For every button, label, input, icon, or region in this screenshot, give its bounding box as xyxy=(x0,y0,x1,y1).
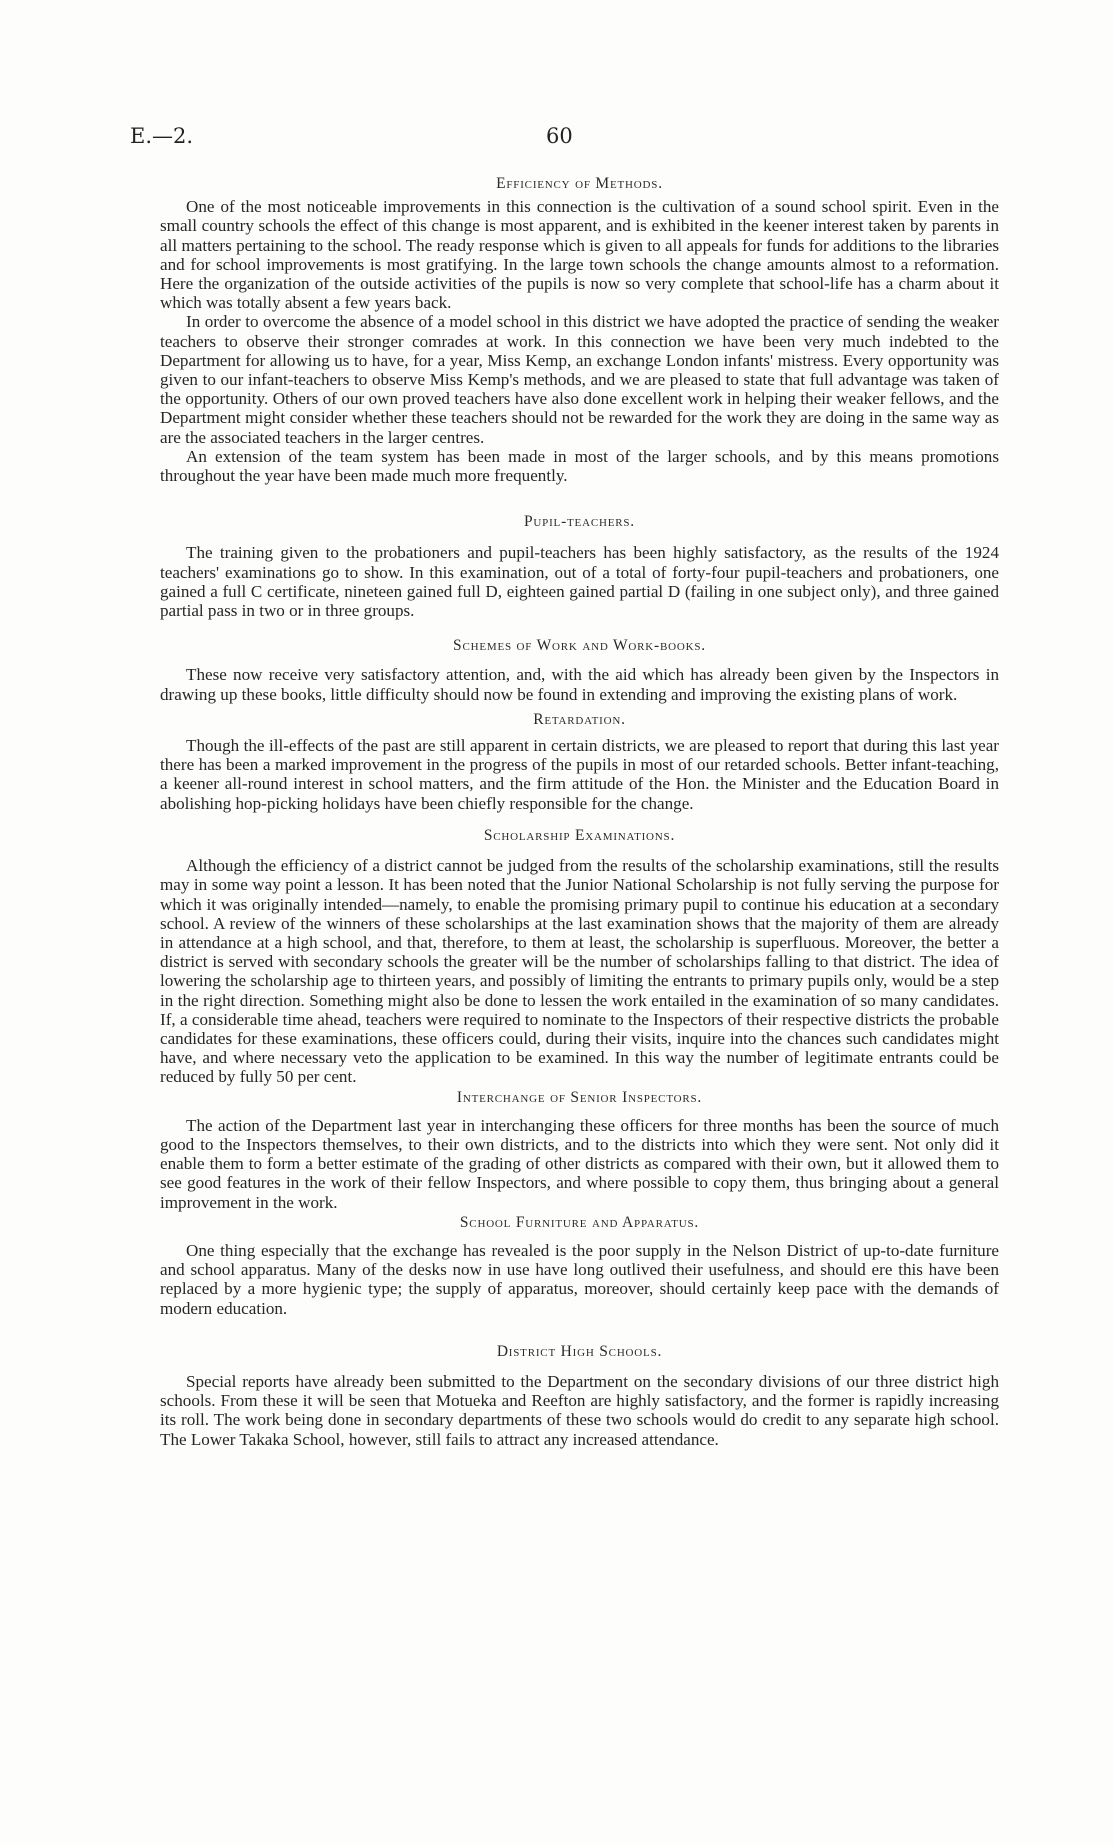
section-heading-efficiency-of-methods: Efficiency of Methods. xyxy=(496,175,663,192)
section-heading-interchange-of-inspectors: Interchange of Senior Inspectors. xyxy=(456,1088,703,1106)
section-heading-scholarship-examinations: Scholarship Examinations. xyxy=(483,826,676,844)
paragraph: Special reports have already been submitted to the Department on the secondary divisions of our three district high schools. From these it will be seen that Motueka and Reefton are highly satisfactory, and the former is rapidly increasing its roll. The work being done in secondary departments of these two schools would do credit to any separate high school. The Lower Takaka School, however, still fails to attract any increased attendance. xyxy=(160,1371,999,1449)
paragraph: Although the efficiency of a district cannot be judged from the results of the scholarship examinations, still the results may in some way point a lesson. It has been noted that the Junior National Scholarship is not fully serving the purpose for which it was originally intended—namely, to enable the promising primary pupil to continue his education at a secondary school. A review of the winners of these scholarships at the last examination shows that the majority of them are already in attendance at a high school, and that, therefore, to them at least, the scholarship is superfluous. Moreover, the better a district is served with secondary schools the greater will be the number of scholarships falling to that district. The idea of lowering the scholarship age to thirteen years, and possibly of limiting the entrants to primary pupils only, would be a step in the right direction. Something might also be done to lessen the work entailed in the examination of so many candidates. If, a considerable time ahead, teachers were required to nominate to the Inspectors of their respective districts the probable candidates for these examinations, these officers could, during their visits, inquire into the chances such candidates might have, and where necessary veto the application to be examined. In this way the number of legitimate entrants could be reduced by fully 50 per cent. xyxy=(160,856,999,1087)
paragraph: The training given to the probationers and pupil-teachers has been highly satisfactory, as the results of the 1924 teachers' examinations go to show. In this examination, out of a total of forty-four pupil-teachers and probationers, one gained a full C certificate, nineteen gained full D, eighteen gained partial D (failing in one subject only), and three gained partial pass in two or in three groups. xyxy=(160,543,999,621)
section-heading-school-furniture: School Furniture and Apparatus. xyxy=(459,1213,700,1231)
paragraph: One thing especially that the exchange has revealed is the poor supply in the Nelson District of up-to-date furniture and school apparatus. Many of the desks now in use have long outlived their usefulness, and should ere this have been replaced by a more hygienic type; the supply of apparatus, moreover, should certainly keep pace with the demands of modern education. xyxy=(160,1240,999,1318)
paragraph: One of the most noticeable improvements in this connection is the cultivation of a sound school spirit. Even in the small country schools the effect of this change is most apparent, and is exhibited in the keener interest taken by parents in all matters pertaining to the school. The ready response which is given to all appeals for funds for additions to the libraries and for school improvements is most gratifying. In the large town schools the change amounts almost to a reformation. Here the organization of the outside activities of the pupils is now so very complete that school-life has a charm about it which was totally absent a few years back. xyxy=(160,197,999,313)
section-heading-pupil-teachers: Pupil-teachers. xyxy=(524,513,635,531)
section-heading-district-high-schools: District High Schools. xyxy=(496,1342,663,1360)
paragraph: Though the ill-effects of the past are still apparent in certain districts, we are pleased to report that during this last year there has been a marked improvement in the progress of the pupils in most of our retarded schools. Better infant-teaching, a keener all-round interest in school matters, and the firm attitude of the Hon. the Minister and the Education Board in abolishing hop-picking holidays have been chiefly responsible for the change. xyxy=(160,736,999,813)
paragraph: In order to overcome the absence of a model school in this district we have adopted the practice of sending the weaker teachers to observe their stronger comrades at work. In this connection we have been very much indebted to the Department for allowing us to have, for a year, Miss Kemp, an exchange London infants' mistress. Every opportunity was given to our infant-teachers to observe Miss Kemp's methods, and we are pleased to state that full advantage was taken of the opportunity. Others of our own proved teachers have also done excellent work in helping their weaker fellows, and the Department might consider whether these teachers should not be rewarded for the work they are doing in the same way as are the associated teachers in the larger centres. xyxy=(160,312,999,447)
paragraph: The action of the Department last year in interchanging these officers for three months has been the source of much good to the Inspectors themselves, to their own districts, and to the districts into which they were sent. Not only did it enable them to form a better estimate of the grading of other districts as compared with their own, but it allowed them to see good features in the work of their fellow Inspectors, and where possible to copy them, thus bringing about a general improvement in the work. xyxy=(160,1115,999,1212)
document-reference: E.—2. xyxy=(130,124,194,148)
page-number: 60 xyxy=(546,124,573,148)
section-heading-retardation: Retardation. xyxy=(533,710,626,728)
section-heading-schemes-of-work: Schemes of Work and Work-books. xyxy=(453,637,706,655)
report-body xyxy=(160,174,999,1449)
paragraph: These now receive very satisfactory attention, and, with the aid which has already been given by the Inspectors in drawing up these books, little difficulty should now be found in extending and improving the existing plans of work. xyxy=(160,665,999,704)
paragraph: An extension of the team system has been made in most of the larger schools, and by this means promotions throughout the year have been made much more frequently. xyxy=(160,446,999,486)
